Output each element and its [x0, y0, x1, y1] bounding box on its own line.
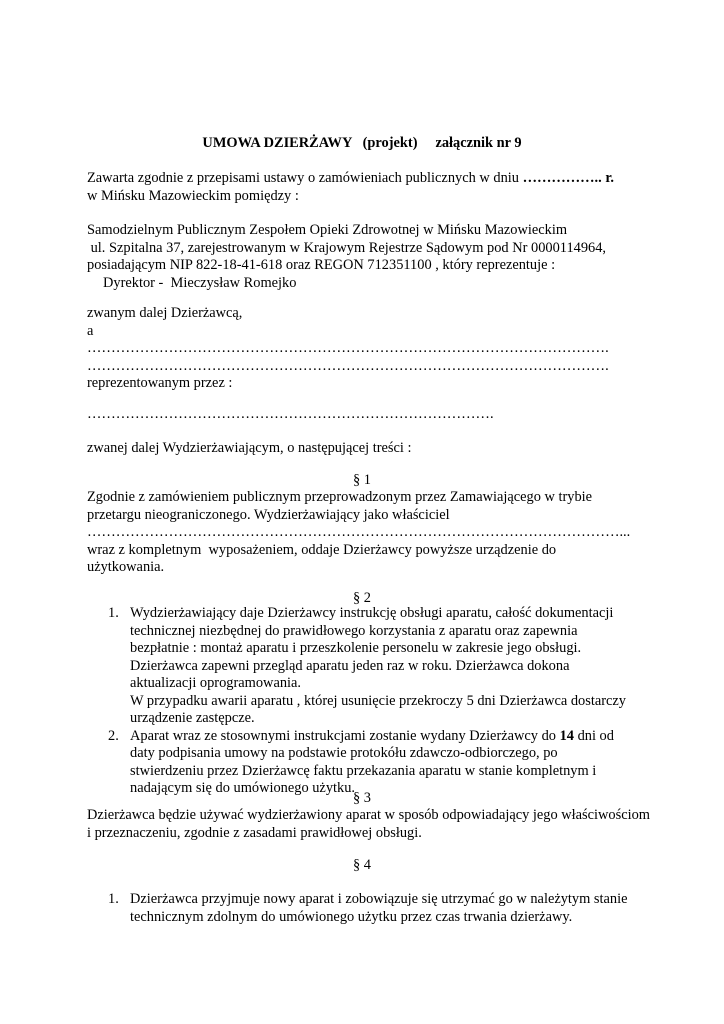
lessee-paragraph — [87, 222, 667, 292]
section-4-list — [108, 891, 668, 926]
section-2-item-2-line: daty podpisania umowy na podstawie protokółu zdawczo-odbiorczego, po — [130, 745, 558, 761]
section-3-heading: § 3 — [353, 790, 371, 806]
section-2-item-1-line: technicznej niezbędnej do prawidłowego korzystania z aparatu oraz zapewnia — [130, 622, 578, 639]
section-2-item-2-line-1 — [130, 728, 668, 746]
section-2-item-1-line: Wydzierżawiający daje Dzierżawcy instrukcję obsługi aparatu, całość dokumentacji — [130, 605, 614, 621]
section-2-item-2-text-a: Aparat wraz ze stosownymi instrukcjami zostanie wydany Dzierżawcy do — [130, 727, 560, 744]
section-2-item-1-line: W przypadku awarii aparatu , której usunięcie przekroczy 5 dni Dzierżawca dostarczy — [130, 692, 626, 709]
intro-paragraph — [87, 170, 667, 205]
section-4-item-1-line-2: technicznym zdolnym do umówionego użytku przez czas trwania dzierżawy. — [130, 908, 573, 925]
section-3-line-1: Dzierżawca będzie używać wydzierżawiony aparat w sposób odpowiadający jego właściwościom — [87, 807, 651, 823]
document-title: UMOWA DZIERŻAWY (projekt) załącznik nr 9 — [202, 135, 522, 151]
called-lessor-block — [87, 440, 667, 458]
section-4-item-1-line-1: Dzierżawca przyjmuje nowy aparat i zobowiązuje się utrzymać go w należytym stanie — [130, 891, 628, 907]
section-4-item-1 — [108, 891, 668, 926]
section-2-item-1-line: urządzenie zastępcze. — [130, 710, 255, 726]
contract-date-placeholder: …………….. r. — [522, 170, 614, 186]
lessee-line-1: Samodzielnym Publicznym Zespołem Opieki Zdrowotnej w Mińsku Mazowieckim — [87, 222, 568, 238]
represented-by: reprezentowanym przez : — [87, 375, 233, 391]
lessee-line-3: posiadającym NIP 822-18-41-618 oraz REGON 712351100 , który reprezentuje : — [87, 257, 556, 273]
section-1-line-1: Zgodnie z zamówieniem publicznym przeprowadzonym przez Zamawiającego w trybie — [87, 489, 593, 505]
section-2-item-2-line: nadającym się do umówionego użytku. — [130, 780, 356, 796]
section-4-item-1-number: 1. — [108, 891, 119, 907]
equipment-placeholder: …………………………………………………………………………………………………... — [87, 524, 631, 540]
intro-line-2: w Mińsku Mazowieckim pomiędzy : — [87, 187, 299, 204]
delivery-days: 14 — [559, 727, 574, 744]
section-2-item-1-line: Dzierżawca zapewni przegląd aparatu jeden raz w roku. Dzierżawca dokona — [130, 657, 570, 674]
section-2-list — [108, 605, 668, 798]
lessee-representative: Dyrektor - Mieczysław Romejko — [103, 274, 297, 291]
called-lessor: zwanej dalej Wydzierżawiającym, o następującej treści : — [87, 440, 412, 456]
section-2-heading: § 2 — [353, 590, 371, 606]
lessor-name-placeholder-2: ………………………………………………………………………………………………. — [87, 357, 609, 374]
section-1-body — [87, 489, 687, 577]
section-2-item-2-number: 2. — [108, 727, 119, 744]
conjunction-and: a — [87, 322, 94, 339]
section-1-line-2: przetargu nieograniczonego. Wydzierżawiający jako właściciel — [87, 506, 450, 523]
lessor-name-placeholder-1: ………………………………………………………………………………………………. — [87, 340, 609, 356]
section-2-item-2-text-b: dni od — [573, 727, 614, 744]
section-2-item-2 — [108, 728, 668, 798]
called-lessee: zwanym dalej Dzierżawcą, — [87, 305, 243, 321]
intro-line-1 — [87, 170, 667, 188]
section-2-item-1 — [108, 605, 668, 728]
parties-block — [87, 305, 667, 393]
lessee-line-2: ul. Szpitalna 37, zarejestrowanym w Krajowym Rejestrze Sądowym pod Nr 0000114964, — [87, 239, 607, 256]
section-1-line-5: użytkowania. — [87, 559, 165, 575]
section-3-line-2: i przeznaczeniu, zgodnie z zasadami prawidłowej obsługi. — [87, 824, 422, 841]
representative-placeholder: …………………………………………………………………………. — [87, 406, 494, 422]
section-2-item-2-line: stwierdzeniu przez Dzierżawcę faktu przekazania aparatu w stanie kompletnym i — [130, 762, 597, 779]
section-1-heading: § 1 — [353, 472, 371, 488]
section-2-item-1-line: aktualizacji oprogramowania. — [130, 675, 302, 691]
section-4-heading: § 4 — [353, 857, 371, 873]
section-1-line-4: wraz z kompletnym wyposażeniem, oddaje Dzierżawcy powyższe urządzenie do — [87, 541, 557, 558]
section-3-body — [87, 807, 707, 842]
section-2-item-1-number: 1. — [108, 605, 119, 621]
section-2-item-1-line: bezpłatnie : montaż aparatu i przeszkolenie personelu w zakresie jego obsługi. — [130, 640, 582, 656]
representative-placeholder-block — [87, 406, 667, 424]
intro-line-1-text: Zawarta zgodnie z przepisami ustawy o zamówieniach publicznych w dniu — [87, 170, 523, 186]
